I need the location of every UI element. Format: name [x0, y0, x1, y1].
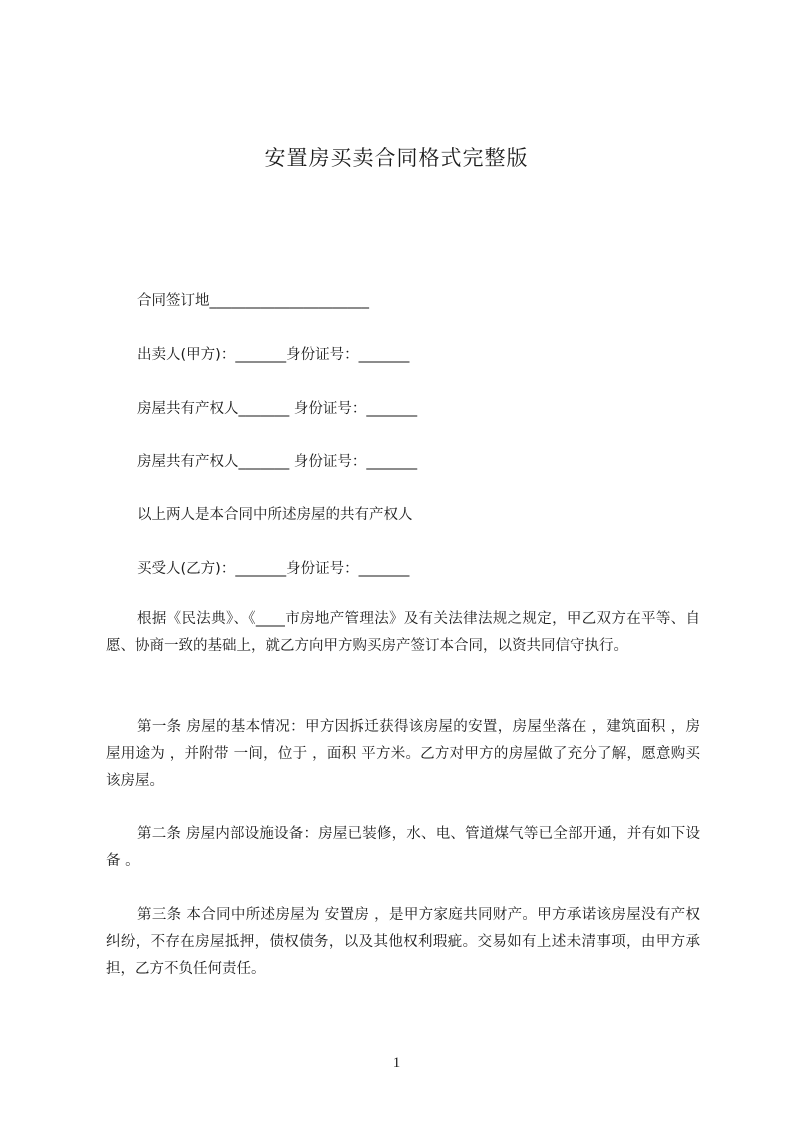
document-title: 安置房买卖合同格式完整版	[264, 146, 529, 170]
co-owner-field-1: 房屋共有产权人_______ 身份证号：_______	[137, 401, 418, 417]
seller-field: 出卖人(甲方)：_______身份证号：_______	[137, 347, 410, 363]
article-3-paragraph: 第三条 本合同中所述房屋为 安置房 ，是甲方家庭共同财产。甲方承诺该房屋没有产权纠纷，不存在房屋抵押，债权债务，以及其他权利瑕疵。交易如有上述未清事项，由甲方承担，乙方不负任何责任。	[106, 907, 700, 977]
co-owner-note: 以上两人是本合同中所述房屋的共有产权人	[137, 507, 413, 523]
signing-place-field: 合同签订地______________________	[137, 293, 369, 309]
buyer-field: 买受人(乙方)：_______身份证号：_______	[137, 561, 410, 577]
page-number: 1	[392, 1055, 401, 1071]
article-2-paragraph: 第二条 房屋内部设施设备：房屋已装修，水、电、管道煤气等已全部开通，并有如下设备 。	[106, 826, 700, 869]
preamble-paragraph: 根据《民法典》、《____市房地产管理法》及有关法律法规之规定，甲乙双方在平等、自愿、协商一致的基础上，就乙方向甲方购买房产签订本合同，以资共同信守执行。	[106, 611, 700, 654]
article-1-paragraph: 第一条 房屋的基本情况：甲方因拆迁获得该房屋的安置，房屋坐落在 ，建筑面积 ，房屋用途为 ，并附带 一间，位于 ，面积 平方米。乙方对甲方的房屋做了充分了解，愿意购买该房屋。	[106, 719, 700, 789]
co-owner-field-2: 房屋共有产权人_______ 身份证号：_______	[137, 454, 418, 470]
